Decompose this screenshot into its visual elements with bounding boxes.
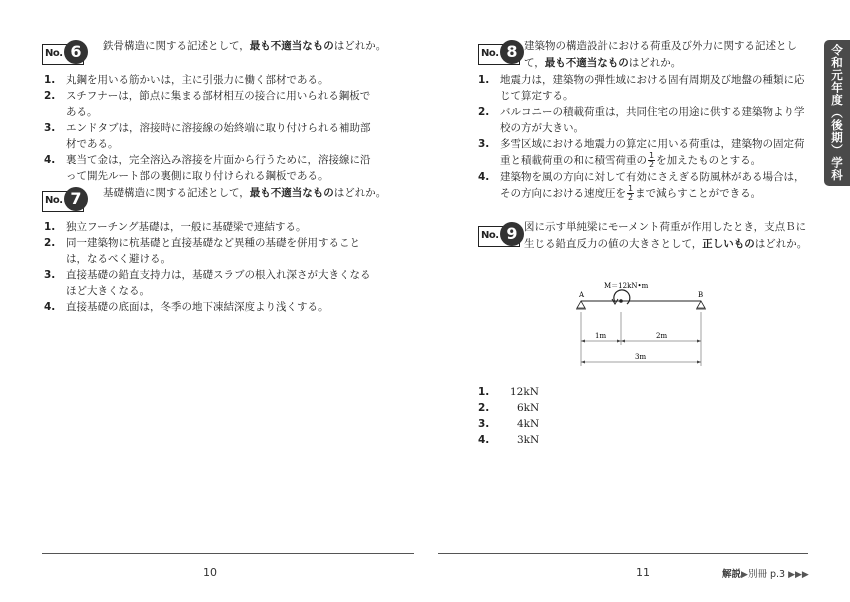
option[interactable]: 1. 独立フーチング基礎は，一般に基礎梁で連結する。	[44, 221, 307, 233]
question-7-badge	[42, 187, 100, 211]
exam-year-tab: 令和元年度（後期）学科	[824, 40, 850, 186]
question-7-stem: 基礎構造に関する記述として，最も不適当なものはどれか。	[103, 187, 387, 199]
arrow-icons: ▶▶▶	[788, 570, 809, 580]
support-b-label: B	[698, 291, 704, 299]
option[interactable]: 3. 直接基礎の鉛直支持力は，基礎スラブの根入れ深さが大きくなるほど大きくなる。	[44, 269, 371, 297]
question-number: 7	[64, 187, 88, 211]
option[interactable]: 2. 同一建築物に杭基礎と直接基礎など異種の基礎を併用することは，なるべく避ける。	[44, 237, 360, 265]
option[interactable]: 4. 直接基礎の底面は，冬季の地下凍結深度より浅くする。	[44, 301, 329, 313]
support-a-label: A	[579, 291, 585, 299]
question-6-stem: 鉄骨構造に関する記述として，最も不適当なものはどれか。	[103, 40, 387, 52]
option[interactable]: 1. 地震力は，建築物の弾性域における固有周期及び地盤の種類に応じて算定する。	[478, 74, 805, 102]
question-6-badge	[42, 40, 100, 64]
option[interactable]: 3. 多雪区域における地震力の算定に用いる荷重は，建築物の固定荷重と積載荷重の和に積雪荷重の $\frac{1}{2}$ を加えたものとする。	[478, 138, 805, 169]
fraction-one-half: $\frac{1}{2}$	[628, 184, 634, 202]
support-b-roller	[697, 301, 705, 308]
option[interactable]: 3. 4kN	[478, 418, 540, 430]
footer-rule-left	[42, 553, 414, 554]
question-number: 6	[64, 40, 88, 64]
option[interactable]: 1. 12kN	[478, 386, 539, 398]
option[interactable]: 1. 丸鋼を用いる筋かいは，主に引張力に働く部材である。	[44, 74, 329, 86]
question-number: 9	[500, 222, 524, 246]
question-no-label: No.	[45, 195, 63, 206]
fraction-one-half: $\frac{1}{2}$	[649, 151, 655, 169]
question-no-label: No.	[481, 230, 499, 241]
question-no-label: No.	[45, 48, 63, 59]
dim-2m: 2m	[656, 332, 668, 340]
page-number-left: 10	[203, 566, 217, 579]
option[interactable]: 4. 3kN	[478, 434, 540, 446]
dim-1m: 1m	[595, 332, 607, 340]
question-8-stem: 建築物の構造設計における荷重及び外力に関する記述として，最も不適当なものはどれか。	[524, 40, 797, 69]
option[interactable]: 2. スチフナーは，節点に集まる部材相互の接合に用いられる鋼板である。	[44, 90, 371, 118]
beam-diagram	[568, 278, 718, 368]
question-6-options	[44, 72, 379, 184]
page-number-right: 11	[636, 566, 650, 579]
question-no-label: No.	[481, 48, 499, 59]
option[interactable]: 3. エンドタブは，溶接時に溶接線の始終端に取り付けられる補助部材である。	[44, 122, 371, 150]
question-9-options	[478, 384, 598, 448]
dim-3m: 3m	[635, 353, 647, 361]
option[interactable]: 2. 6kN	[478, 402, 540, 414]
option[interactable]: 4. 建築物を風の方向に対して有効にさえぎる防風林がある場合は，その方向における速度圧を $\frac{1}{2}$ まで減らすことができる。	[478, 171, 805, 202]
question-number: 8	[500, 40, 524, 64]
question-7-options	[44, 219, 379, 315]
question-8-options	[478, 72, 812, 202]
option[interactable]: 4. 裏当て金は，完全溶込み溶接を片面から行うために，溶接線に沿って開先ルート部の裏側に取り付けられる鋼板である。	[44, 154, 371, 182]
question-9-stem: 図に示す単純梁にモーメント荷重が作用したとき，支点Ｂに生じる鉛直反力の値の大きさとして，正しいものはどれか。	[524, 221, 808, 250]
footer-rule-right	[438, 553, 808, 554]
support-a-pin	[577, 301, 585, 308]
answer-reference[interactable]: 解説▶別冊 p.3 ▶▶▶	[722, 569, 809, 580]
moment-label: M＝12kN•m	[604, 282, 649, 290]
option[interactable]: 2. バルコニーの積載荷重は，共同住宅の用途に供する建築物より学校の方が大きい。	[478, 106, 805, 134]
